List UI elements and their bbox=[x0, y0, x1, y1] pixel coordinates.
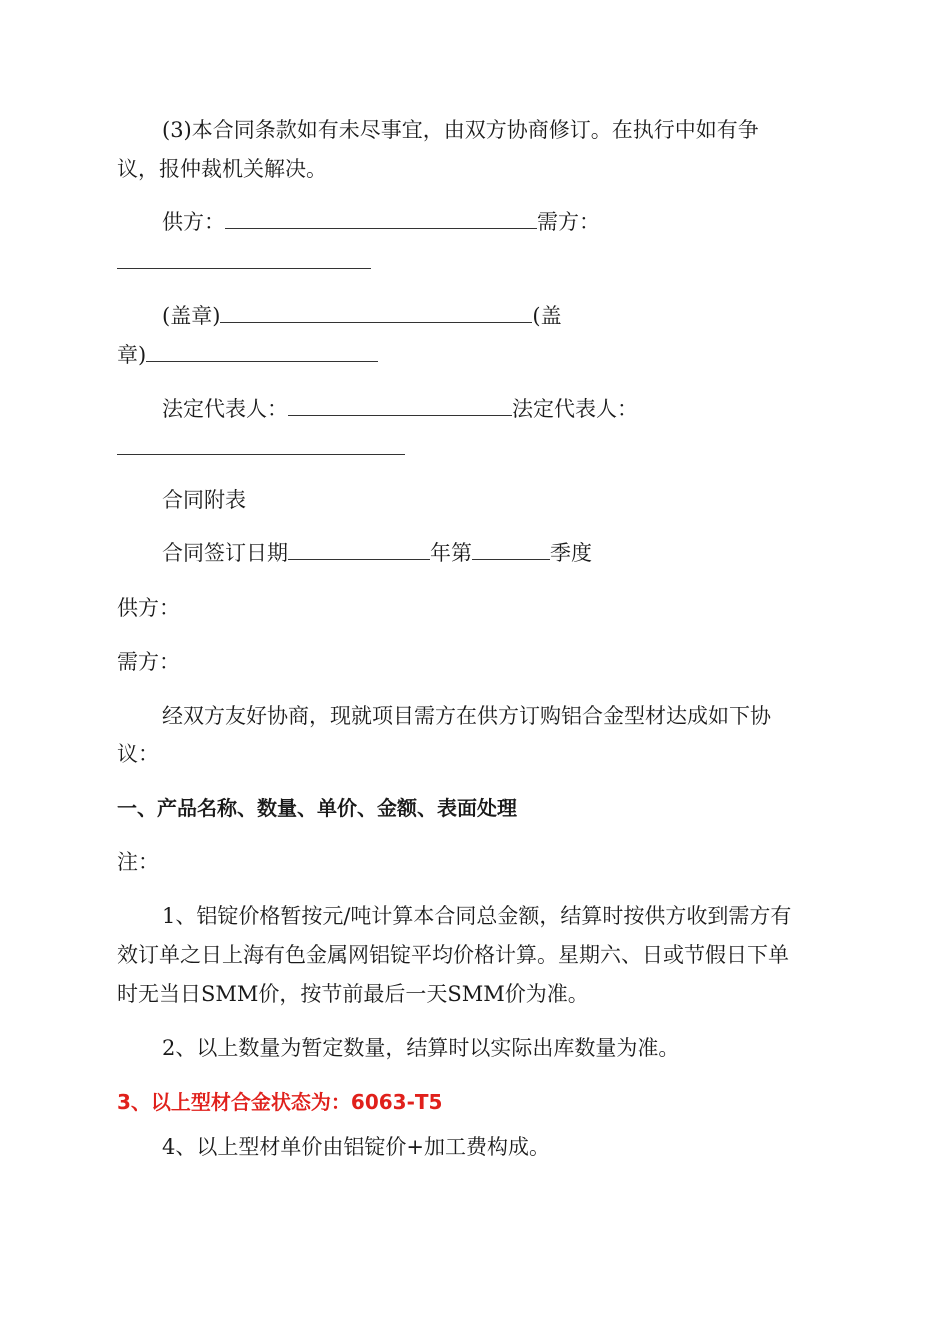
legal-rep-blank bbox=[288, 395, 512, 416]
note1-line2: 效订单之日上海有色金属网铝锭平均价格计算。星期六、日或节假日下单 bbox=[117, 943, 789, 967]
legal-rep-blank-row bbox=[117, 434, 405, 462]
seal-blank-2 bbox=[146, 341, 378, 362]
appendix-buyer: 需方： bbox=[117, 650, 180, 674]
signature-supplier-row bbox=[162, 208, 600, 236]
legal-rep-row bbox=[162, 395, 638, 423]
quarter-label: 季度 bbox=[550, 541, 592, 565]
quarter-blank bbox=[472, 539, 550, 560]
intro-line2: 议： bbox=[117, 742, 159, 766]
seal-blank bbox=[220, 302, 532, 323]
note1-line3: 时无当日SMM价，按节前最后一天SMM价为准。 bbox=[117, 982, 589, 1006]
seal-row bbox=[162, 302, 562, 330]
note3-highlight: 3、以上型材合金状态为：6063-T5 bbox=[117, 1090, 443, 1114]
appendix-title: 合同附表 bbox=[162, 488, 246, 512]
buyer-label: 需方： bbox=[537, 210, 600, 234]
supplier-blank bbox=[225, 208, 537, 229]
section1-heading: 一、产品名称、数量、单价、金额、表面处理 bbox=[117, 796, 517, 820]
notes-label: 注： bbox=[117, 850, 159, 874]
buyer-blank bbox=[117, 248, 371, 269]
note4: 4、以上型材单价由铝锭价+加工费构成。 bbox=[162, 1135, 550, 1159]
year-blank bbox=[288, 539, 430, 560]
seal-label-part1: (盖 bbox=[532, 304, 562, 328]
legal-rep-label-2: 法定代表人： bbox=[512, 397, 638, 421]
note2: 2、以上数量为暂定数量，结算时以实际出库数量为准。 bbox=[162, 1036, 680, 1060]
legal-rep-label: 法定代表人： bbox=[162, 397, 288, 421]
sign-date-row bbox=[162, 539, 592, 567]
appendix-supplier: 供方： bbox=[117, 596, 180, 620]
intro-line1: 经双方友好协商，现就项目需方在供方订购铝合金型材达成如下协 bbox=[162, 704, 771, 728]
clause3-line1: (3)本合同条款如有未尽事宜，由双方协商修订。在执行中如有争 bbox=[162, 118, 759, 142]
seal-row-2 bbox=[117, 341, 378, 369]
seal-label-part2: 章) bbox=[117, 343, 147, 367]
supplier-label: 供方： bbox=[162, 210, 225, 234]
legal-rep-blank-2 bbox=[117, 434, 405, 455]
note1-line1: 1、铝锭价格暂按元/吨计算本合同总金额，结算时按供方收到需方有 bbox=[162, 904, 792, 928]
clause3-line2: 议，报仲裁机关解决。 bbox=[117, 157, 327, 181]
buyer-blank-row bbox=[117, 248, 371, 276]
year-label: 年第 bbox=[430, 541, 472, 565]
sign-date-label: 合同签订日期 bbox=[162, 541, 288, 565]
seal-label: (盖章) bbox=[162, 304, 221, 328]
